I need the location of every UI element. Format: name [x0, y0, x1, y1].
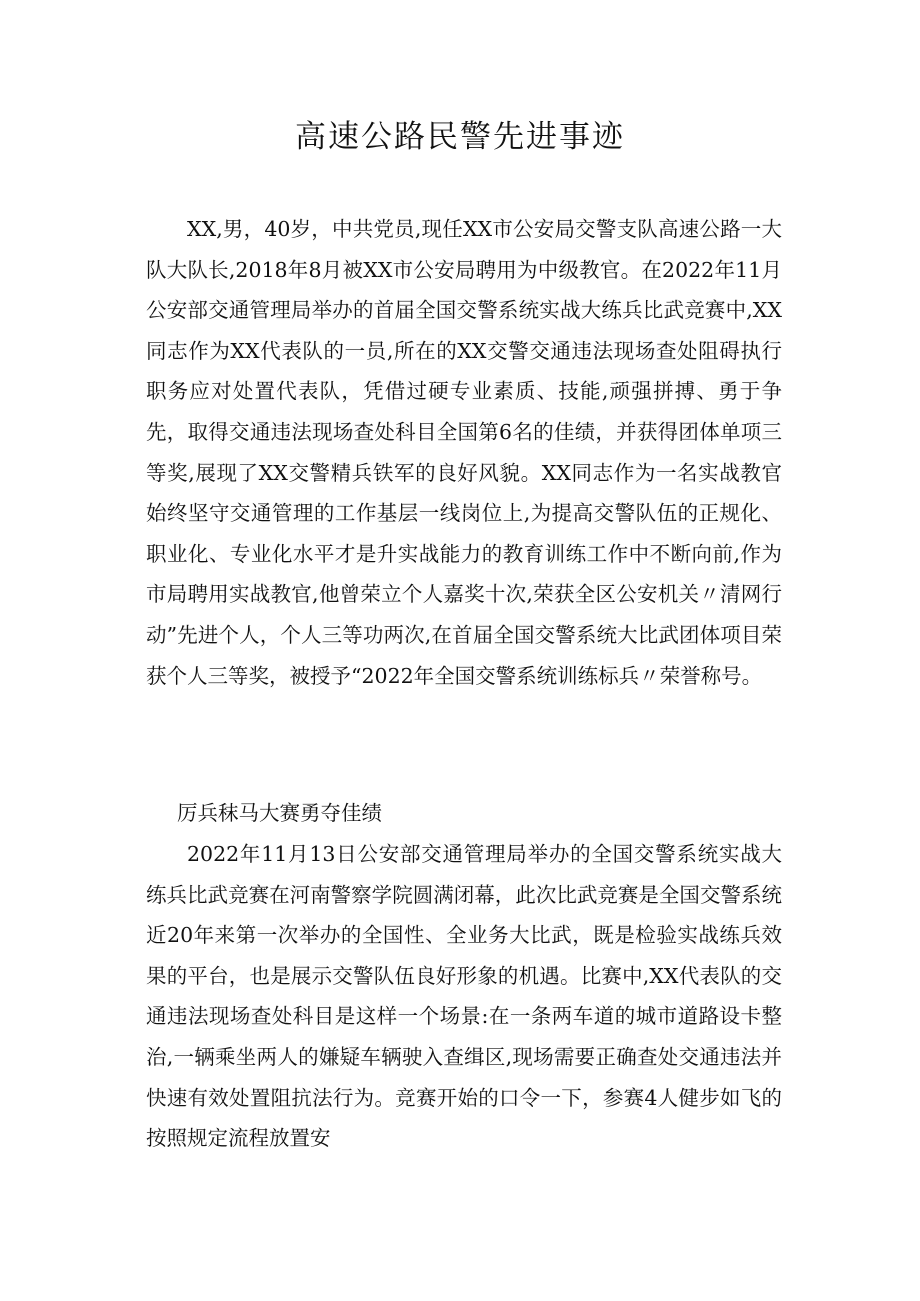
- section-subheading: 厉兵秣马大赛勇夺佳绩: [177, 801, 382, 825]
- paragraph-competition: 2022年11月13日公安部交通管理局举办的全国交警系统实战大练兵比武竞赛在河南警察学院圆满闭幕，此次比武竞赛是全国交警系统近20年来第一次举办的全国性、全业务大比武，既是检验实战练兵效果的平台，也是展示交警队伍良好形象的机遇。比赛中,XX代表队的交通违法现场查处科目是这样一个场景:在一条两车道的城市道路设卡整治,一辆乘坐两人的嫌疑车辆驶入查缉区,现场需要正确查处交通违法并快速有效处置阻抗法行为。竞赛开始的口令一下，参赛4人健步如飞的按照规定流程放置安: [146, 842, 782, 1151]
- paragraph-intro: XX,男，40岁，中共党员,现任XX市公安局交警支队高速公路一大队大队长,2018年8月被XX市公安局聘用为中级教官。在2022年11月公安部交通管理局举办的首届全国交警系统实战大练兵比武竞赛中,XX同志作为XX代表队的一员,所在的XX交警交通违法现场查处阻碍执行职务应对处置代表队，凭借过硬专业素质、技能,顽强拼搏、勇于争先，取得交通违法现场查处科目全国第6名的佳绩，并获得团体单项三等奖,展现了XX交警精兵铁军的良好风貌。XX同志作为一名实战教官始终坚守交通管理的工作基层一线岗位上,为提高交警队伍的正规化、职业化、专业化水平才是升实战能力的教育训练工作中不断向前,作为市局聘用实战教官,他曾荣立个人嘉奖十次,荣获全区公安机关〃清网行动”先进个人，个人三等功两次,在首届全国交警系统大比武团体项目荣获个人三等奖，被授予“2022年全国交警系统训练标兵〃荣誉称号。: [146, 217, 782, 688]
- document-title: 高速公路民警先进事迹: [295, 119, 625, 155]
